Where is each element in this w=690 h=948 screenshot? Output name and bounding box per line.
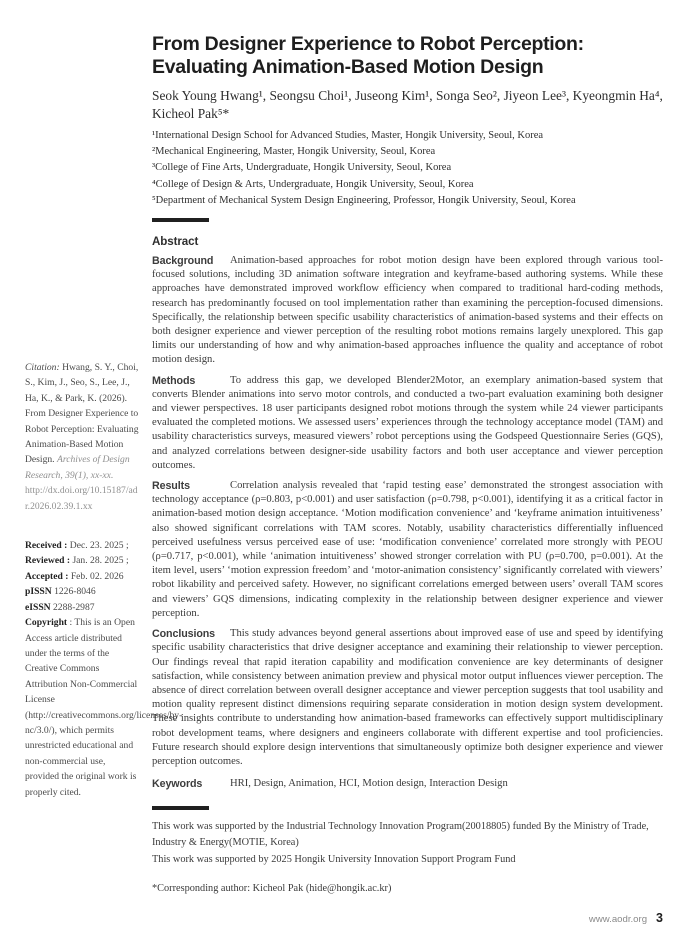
accepted-label: Accepted : [25,570,69,582]
copyright-text: : This is an Open Access article distributed under the terms of the Creative Commons Attribution Non-Commercial License (http://creativecommons.org/licenses/by-nc/3.0/), which permits unrestricted educational and non-commercial use, provided the original work is properly cited. [25,617,183,798]
abstract-section-background [152,254,663,368]
pissn-label: pISSN [25,586,52,598]
eissn-value: 2288-2987 [53,601,95,613]
section-text: To address this gap, we developed Blender2Motor, an exemplary animation-based system that converts Blender animations into servo motor controls, and conducted a two-part evaluation examining both designer and viewer perspectives. 18 user participants designed robot motions through the system while 24 viewer participants evaluated the completed motions. We assessed users’ experiences through the technology acceptance model (TAM) and usability characteristics surveys, measured viewers’ robot perceptions using the Godspeed Questionnaire Series (GQS), and analyzed correlations between designer-side usability factors and both user acceptance and viewer perception outcomes. [152,374,663,471]
abstract-heading: Abstract [152,235,199,249]
keywords-text: HRI, Design, Animation, HCI, Motion design, Interaction Design [230,778,508,790]
section-text: Animation-based approaches for robot motion design have been explored through various tool-focused solutions, including 3D animation software integration and keyframe-based authoring systems. While these approaches have demonstrated improved workflow efficiency when compared to traditional hard-coding methods, research has predominantly focused on tool implementation rather than examining the perception-focused dimensions. Specifically, the relationship between specific usability characteristics of animation-based systems and their effects on both designer experience and viewer perception of the resulting robot motions remains largely unexplored. This gap limits our understanding of how and why animation-based approaches influence the quality and acceptance of robot motion design. [152,255,663,366]
article-main-column [152,33,663,791]
affiliation-line: ⁵Department of Mechanical System Design Engineering, Professor, Hongik University, Seoul, Korea [152,194,576,206]
affiliations-list [152,128,663,209]
section-text: This study advances beyond general assertions about improved ease of use and speed by identifying specific usability characteristics that drive designer acceptance and examining their relationship to viewer perception. Our findings reveal that rapid iteration capability and modification convenience are key determinants of designer satisfaction, while consistency between animation preview and physical motor output influences viewer perception. The absence of direct correlation between overall designer acceptance and viewer perception suggests that tool usability and motion quality represent distinct dimensions requiring separate consideration in motion design system development. These insights contribute to understanding how animation-based frameworks can effectively support multidisciplinary robot development teams, where designers and engineers collaborate with different expertise and tool proficiencies. Future research should explore design interventions that simultaneously optimize both designer experience and viewer perception outcomes. [152,628,663,767]
abstract-section-conclusions [152,627,663,769]
section-label: Keywords [152,778,203,791]
doi-text: http://dx.doi.org/10.15187/adr.2026.02.39.1.xx [25,485,138,512]
section-label: Results [152,480,190,493]
affiliation-line: ⁴College of Design & Arts, Undergraduate, Hongik University, Seoul, Korea [152,178,474,190]
reviewed-label: Reviewed : [25,555,71,567]
journal-website: www.aodr.org [588,914,648,925]
abstract-section-results [152,479,663,621]
citation-journal: Archives of Design Research, 39(1), xx-xx. [25,454,130,481]
eissn-line [25,600,139,615]
section-text: Correlation analysis revealed that ‘rapid testing ease’ demonstrated the strongest association with technology acceptance (ρ=0.803, p<0.001) and user satisfaction (ρ=0.798, p<0.001), identifying it as a critical factor in animation-based motion design acceptance. ‘Motion modification convenience’ and ‘keyframe animation intuitiveness’ also showed significant correlations with TAM scores. Notably, usability characteristics differentially influenced perceived usefulness versus perceived ease of use: ‘modification convenience’ correlated more strongly with PEOU (ρ=0.717, p<0.001), while ‘animation intuitiveness’ showed stronger correlation with PU (ρ=0.700, p=0.001). At the item level, users’ ‘motion expression freedom’ and ‘motor-animation consistency’ significantly correlated with viewers’ robot likability and perceived safety. However, no significant correlations emerged between users’ overall TAM scores and viewers’ GQS dimensions, indicating complexity in the relationship between designer experience and viewer perception. [152,480,663,619]
affiliation-line: ²Mechanical Engineering, Master, Hongik University, Seoul, Korea [152,146,436,158]
citation-label: Citation: [25,362,60,373]
pissn-value: 1226-8046 [54,586,96,598]
affiliation-line: ³College of Fine Arts, Undergraduate, Hongik University, Seoul, Korea [152,162,452,174]
reviewed-date: Jan. 28. 2025 ; [72,555,129,567]
affiliation-line: ¹International Design School for Advanced Studies, Master, Hongik University, Seoul, Korea [152,130,544,141]
page-footer [589,911,663,925]
section-label: Background [152,255,214,268]
pissn-line [25,584,139,599]
funding-note-1: This work was supported by the Industrial Technology Innovation Program(20018805) funded By the Ministry of Trade, Industry & Energy(MOTIE, Korea) [152,821,649,848]
article-title: From Designer Experience to Robot Perception: Evaluating Animation-Based Motion Design [152,33,584,78]
abstract-section-methods [152,374,663,473]
citation-text: Hwang, S. Y., Choi, S., Kim, J., Seo, S., Lee, J., Ha, K., & Park, K. (2026). From Designer Experience to Robot Perception: Evaluating Animation-Based Motion Design. [25,362,139,466]
accepted-date: Feb. 02. 2026 [70,570,124,582]
authors-line: Seok Young Hwang¹, Seongsu Choi¹, Juseong Kim¹, Songa Seo², Jiyeon Lee³, Kyeongmin Ha⁴, Kicheol Pak⁵* [152,88,663,121]
corresponding-author-note: *Corresponding author: Kicheol Pak (hide@hongik.ac.kr) [152,882,392,894]
footnotes-divider-bar [152,806,209,810]
section-label: Methods [152,374,196,387]
section-label: Conclusions [152,628,216,641]
footnotes-block [152,806,663,896]
abstract-divider-bar [152,218,209,222]
funding-note-2: This work was supported by 2025 Hongik University Innovation Support Program Fund [152,854,516,866]
received-date: Dec. 23. 2025 ; [69,540,129,552]
eissn-label: eISSN [25,601,51,613]
received-label: Received : [25,540,68,552]
article-history [25,538,139,615]
keywords-line [152,777,663,791]
copyright-label: Copyright [25,617,68,629]
page-number: 3 [656,911,663,925]
history-dates [25,538,139,584]
citation-block [25,360,139,483]
